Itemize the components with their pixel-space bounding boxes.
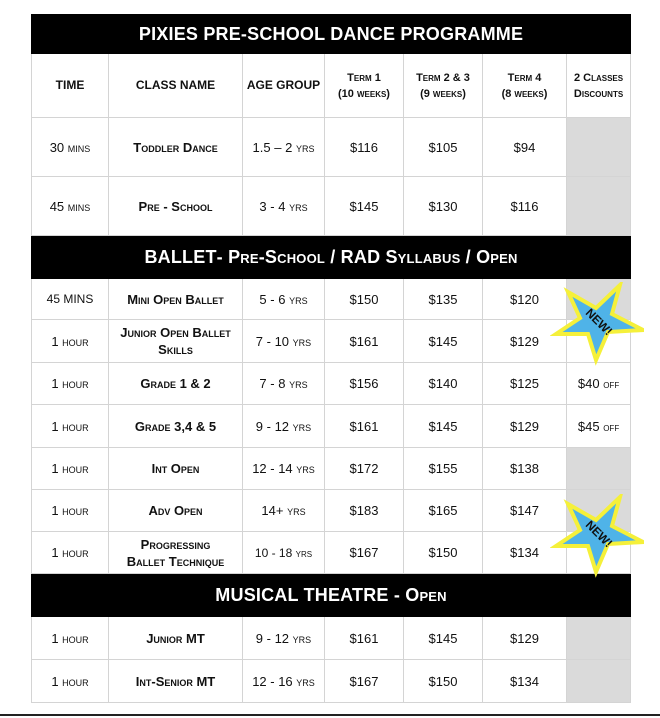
age-value: 7 - 10 — [255, 333, 290, 349]
term4-price: $94 — [483, 118, 567, 177]
programme-title-row — [32, 15, 631, 54]
time-unit: hour — [62, 503, 89, 518]
header-time: TIME — [32, 54, 109, 118]
term4-price: $129 — [483, 617, 567, 660]
header-discount — [567, 54, 631, 118]
age-cell — [243, 448, 325, 490]
header-term1-label: Term 1 — [347, 71, 381, 84]
term23-price: $135 — [404, 279, 483, 320]
header-term23 — [404, 54, 483, 118]
time-cell — [32, 532, 109, 574]
header-term4-weeks: (8 weeks) — [501, 87, 548, 100]
discount-cell — [567, 177, 631, 236]
age-cell — [243, 279, 325, 320]
time-cell — [32, 177, 109, 236]
age-unit: yrs — [289, 291, 308, 307]
header-term4 — [483, 54, 567, 118]
table-row — [32, 532, 631, 574]
time-cell — [32, 660, 109, 703]
age-value: 12 - 16 — [252, 673, 293, 689]
time-value: 1 — [51, 376, 59, 391]
table-row — [32, 448, 631, 490]
header-age-group: AGE GROUP — [243, 54, 325, 118]
time-value: 1 — [51, 673, 59, 689]
time-cell — [32, 320, 109, 363]
table-row — [32, 118, 631, 177]
header-term1-weeks: (10 weeks) — [338, 87, 390, 100]
time-cell — [32, 617, 109, 660]
term23-price: $150 — [404, 660, 483, 703]
bottom-divider — [0, 714, 660, 716]
header-term23-weeks: (9 weeks) — [420, 87, 466, 100]
header-term23-label: Term 2 & 3 — [416, 71, 470, 84]
discount-cell — [567, 660, 631, 703]
term4-price: $134 — [483, 532, 567, 574]
ballet-section-title — [32, 236, 631, 279]
header-class-name: CLASS NAME — [109, 54, 243, 118]
term23-price: $145 — [404, 617, 483, 660]
age-value: 10 - 18 — [254, 545, 293, 560]
timetable — [31, 14, 631, 703]
time-unit: mins — [67, 198, 91, 214]
term23-price: $130 — [404, 177, 483, 236]
class-name-line2: Ballet Technique — [126, 553, 225, 569]
age-unit: yrs — [289, 376, 308, 391]
ballet-title-main: BALLET — [144, 246, 217, 267]
table-row — [32, 320, 631, 363]
time-unit: hour — [62, 418, 89, 434]
time-cell — [32, 405, 109, 448]
class-name-cell: Toddler Dance — [109, 118, 243, 177]
table-row — [32, 617, 631, 660]
time-value: 1 — [51, 461, 59, 476]
time-cell — [32, 490, 109, 532]
age-cell — [243, 363, 325, 405]
term23-price: $140 — [404, 363, 483, 405]
class-name-cell: Junior MT — [109, 617, 243, 660]
age-unit: yrs — [292, 418, 312, 434]
age-cell — [243, 320, 325, 363]
discount-cell — [567, 448, 631, 490]
age-unit: yrs — [292, 630, 312, 646]
age-unit: yrs — [296, 461, 315, 476]
term1-price: $145 — [325, 177, 404, 236]
header-term1 — [325, 54, 404, 118]
term4-price: $116 — [483, 177, 567, 236]
header-discount-label: 2 Classes — [573, 71, 624, 84]
table-row — [32, 490, 631, 532]
term1-price: $150 — [325, 279, 404, 320]
discount-cell — [567, 405, 631, 448]
musical-theatre-section-row — [32, 574, 631, 617]
time-cell — [32, 118, 109, 177]
time-unit: hour — [62, 630, 89, 646]
age-unit: yrs — [287, 503, 306, 518]
age-unit: yrs — [295, 139, 315, 155]
age-value: 3 - 4 — [259, 198, 286, 214]
class-name-cell: Grade 1 & 2 — [109, 363, 243, 405]
time-unit: hour — [62, 673, 89, 689]
age-value: 5 - 6 — [259, 291, 286, 307]
class-name-cell: Adv Open — [109, 490, 243, 532]
age-cell — [243, 532, 325, 574]
age-value: 9 - 12 — [255, 418, 290, 434]
discount-cell — [567, 363, 631, 405]
term1-price: $172 — [325, 448, 404, 490]
class-name-cell — [109, 320, 243, 363]
ballet-section-row — [32, 236, 631, 279]
term23-price: $145 — [404, 405, 483, 448]
age-cell — [243, 118, 325, 177]
term23-price: $105 — [404, 118, 483, 177]
term1-price: $161 — [325, 617, 404, 660]
new-badge-star — [550, 494, 644, 578]
class-name-line1: Junior Open Ballet — [120, 325, 231, 340]
age-cell — [243, 405, 325, 448]
term4-price: $125 — [483, 363, 567, 405]
header-term4-label: Term 4 — [507, 71, 542, 84]
discount-value: $40 — [577, 376, 600, 391]
table-row — [32, 177, 631, 236]
term23-price: $165 — [404, 490, 483, 532]
time-unit: hour — [62, 545, 89, 560]
term4-price: $134 — [483, 660, 567, 703]
discount-value: $45 — [577, 418, 600, 434]
term1-price: $161 — [325, 405, 404, 448]
header-discount-sub: Discounts — [573, 87, 624, 100]
table-row — [32, 363, 631, 405]
class-name-cell: Pre - School — [109, 177, 243, 236]
class-name-cell: Int-Senior MT — [109, 660, 243, 703]
header-row — [32, 54, 631, 118]
age-value: 7 - 8 — [259, 376, 286, 391]
time-unit: hour — [62, 461, 89, 476]
class-name-cell: Grade 3,4 & 5 — [109, 405, 243, 448]
term4-price: $147 — [483, 490, 567, 532]
new-badge-label: NEW! — [582, 305, 616, 339]
ballet-title-sub: - Pre-School / RAD Syllabus / Open — [216, 246, 518, 267]
time-value: 1 — [51, 503, 59, 518]
mt-title-sub: - Open — [388, 584, 447, 605]
term4-price: $129 — [483, 405, 567, 448]
term1-price: $156 — [325, 363, 404, 405]
age-unit: yrs — [289, 198, 308, 214]
term4-price: $120 — [483, 279, 567, 320]
time-unit: hour — [62, 333, 89, 349]
age-value: 9 - 12 — [255, 630, 290, 646]
term23-price: $145 — [404, 320, 483, 363]
class-name-line1: Progressing — [140, 536, 211, 552]
time-unit: hour — [62, 376, 89, 391]
mt-title-main: MUSICAL THEATRE — [215, 584, 389, 605]
term4-price: $138 — [483, 448, 567, 490]
discount-cell — [567, 617, 631, 660]
time-cell — [32, 448, 109, 490]
age-cell — [243, 617, 325, 660]
new-badge-star — [550, 282, 644, 366]
age-unit: yrs — [296, 673, 315, 689]
time-value: 1 — [51, 333, 59, 349]
discount-cell — [567, 118, 631, 177]
age-unit: yrs — [292, 333, 312, 349]
time-cell: 45 MINS — [32, 279, 109, 320]
musical-theatre-section-title — [32, 574, 631, 617]
time-value: 1 — [51, 630, 59, 646]
term1-price: $167 — [325, 660, 404, 703]
term23-price: $150 — [404, 532, 483, 574]
time-value: 1 — [51, 545, 59, 560]
class-name-cell: Int Open — [109, 448, 243, 490]
age-value: 12 - 14 — [252, 461, 293, 476]
class-name-cell — [109, 532, 243, 574]
discount-unit: off — [603, 419, 620, 434]
age-cell — [243, 177, 325, 236]
timetable-sheet — [31, 14, 630, 703]
age-cell — [243, 660, 325, 703]
class-name-cell: Mini Open Ballet — [109, 279, 243, 320]
term1-price: $183 — [325, 490, 404, 532]
class-name-line2: Skills — [158, 342, 193, 357]
time-cell — [32, 363, 109, 405]
table-row — [32, 279, 631, 320]
age-value: 1.5 – 2 — [252, 139, 293, 155]
time-unit: mins — [67, 139, 91, 155]
term4-price: $129 — [483, 320, 567, 363]
age-cell — [243, 490, 325, 532]
term23-price: $155 — [404, 448, 483, 490]
time-value: 45 — [49, 198, 65, 214]
discount-unit: off — [603, 377, 620, 391]
term1-price: $161 — [325, 320, 404, 363]
programme-title: PIXIES PRE-SCHOOL DANCE PROGRAMME — [32, 15, 631, 54]
term1-price: $167 — [325, 532, 404, 574]
table-row — [32, 660, 631, 703]
term1-price: $116 — [325, 118, 404, 177]
age-value: 14+ — [261, 503, 284, 518]
table-row — [32, 405, 631, 448]
time-value: 30 — [49, 139, 65, 155]
age-unit: yrs — [295, 545, 313, 560]
new-badge-label: NEW! — [582, 517, 616, 551]
time-value: 1 — [51, 418, 59, 434]
